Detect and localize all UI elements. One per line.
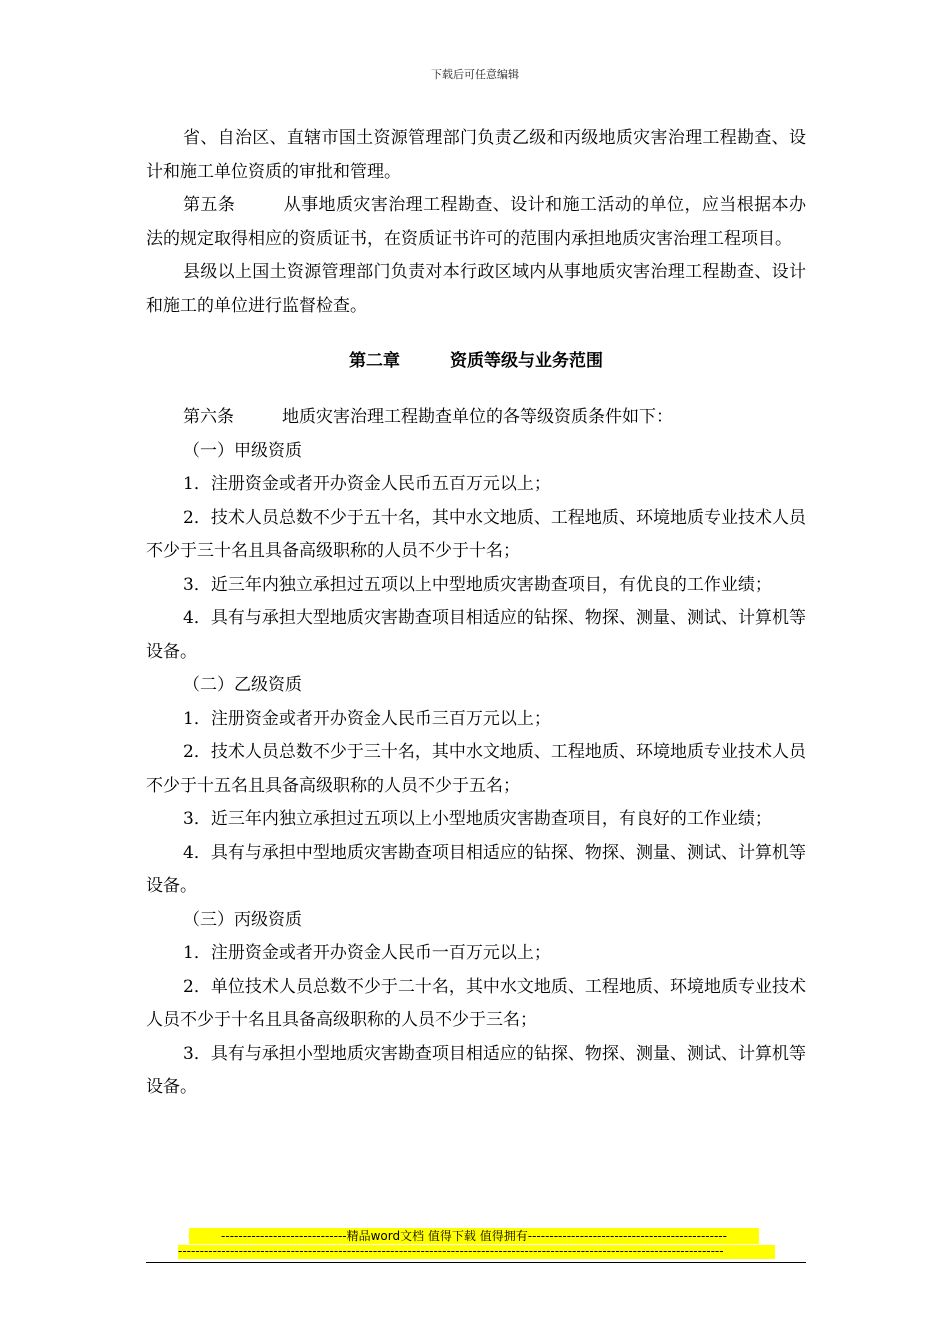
page-header: 下载后可任意编辑: [431, 68, 519, 81]
article-6: [146, 401, 806, 435]
grade-b-item: 2．技术人员总数不少于三十名，其中水文地质、工程地质、环境地质专业技术人员不少于十五名且具备高级职称的人员不少于五名；: [146, 742, 806, 796]
footer-banner: -----------------------------精品word文档 值得下载 值得拥有----------------------------------------------: [189, 1228, 759, 1244]
paragraph: 县级以上国土资源管理部门负责对本行政区域内从事地质灾害治理工程勘查、设计和施工的单位进行监督检查。: [146, 262, 806, 316]
grade-b-title: （二）乙级资质: [183, 675, 302, 695]
grade-a-item: 4．具有与承担大型地质灾害勘查项目相适应的钻探、物探、测量、测试、计算机等设备。: [146, 608, 806, 662]
document-body: [146, 122, 806, 1105]
article-label: 第五条: [183, 195, 236, 215]
article-text: 从事地质灾害治理工程勘查、设计和施工活动的单位，应当根据本办法的规定取得相应的资质证书，在资质证书许可的范围内承担地质灾害治理工程项目。: [146, 195, 807, 249]
grade-b-item: 3．近三年内独立承担过五项以上小型地质灾害勘查项目，有良好的工作业绩；: [183, 809, 772, 829]
chapter-number: 第二章: [349, 351, 400, 371]
article-5: [146, 189, 806, 256]
grade-a-item: 3．近三年内独立承担过五项以上中型地质灾害勘查项目，有优良的工作业绩；: [183, 574, 772, 595]
article-text: 地质灾害治理工程勘查单位的各等级资质条件如下：: [282, 407, 673, 427]
chapter-title: 资质等级与业务范围: [450, 351, 603, 371]
grade-c-item: 2．单位技术人员总数不少于二十名，其中水文地质、工程地质、环境地质专业技术人员不少于十名且具备高级职称的人员不少于三名；: [146, 976, 806, 1030]
paragraph: 省、自治区、直辖市国土资源管理部门负责乙级和丙级地质灾害治理工程勘查、设计和施工单位资质的审批和管理。: [146, 128, 806, 182]
grade-c-title: （三）丙级资质: [183, 909, 302, 930]
footer-dashes: ------------------------------------------------------------------------------------------------------------------------------: [178, 1245, 775, 1259]
grade-c-item: 1．注册资金或者开办资金人民币一百万元以上；: [183, 943, 551, 963]
footer-rule: [146, 1262, 806, 1263]
grade-a-item: 2．技术人员总数不少于五十名，其中水文地质、工程地质、环境地质专业技术人员不少于三十名且具备高级职称的人员不少于十名；: [146, 507, 806, 561]
grade-b-item: 1．注册资金或者开办资金人民币三百万元以上；: [183, 708, 551, 729]
grade-a-item: 1．注册资金或者开办资金人民币五百万元以上；: [183, 474, 551, 494]
grade-c-item: 3．具有与承担小型地质灾害勘查项目相适应的钻探、物探、测量、测试、计算机等设备。: [146, 1043, 806, 1097]
article-label: 第六条: [183, 407, 234, 427]
grade-a-title: （一）甲级资质: [183, 440, 302, 461]
grade-b-item: 4．具有与承担中型地质灾害勘查项目相适应的钻探、物探、测量、测试、计算机等设备。: [146, 842, 806, 896]
chapter-heading: [146, 345, 806, 378]
